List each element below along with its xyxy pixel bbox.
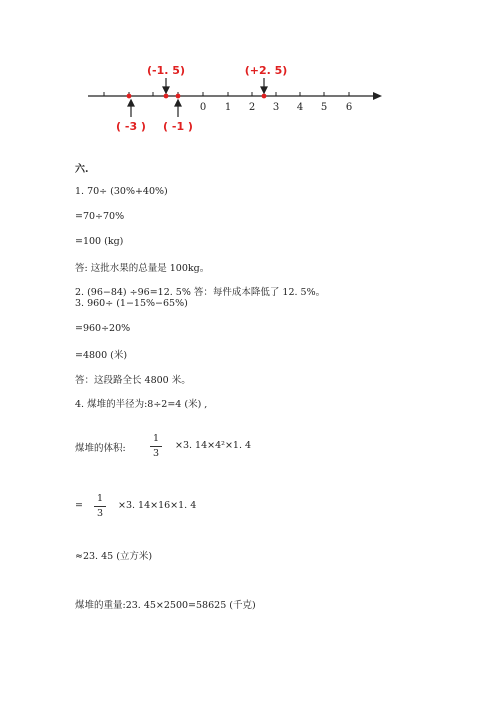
axis-arrow bbox=[373, 92, 382, 100]
section-heading: 六. bbox=[75, 164, 89, 175]
label-neg1-5: (-1. 5) bbox=[147, 64, 185, 77]
approx-result: ≈23. 45 (立方米) bbox=[75, 551, 153, 562]
fraction-one-third bbox=[150, 433, 162, 460]
q3-line2: =960÷20% bbox=[75, 323, 131, 334]
tick-label: 2 bbox=[248, 102, 256, 113]
fraction-one-third bbox=[94, 493, 106, 520]
q3-line1: 3. 960÷ (1−15%−65%) bbox=[75, 298, 188, 309]
label-pos2-5: (+2. 5) bbox=[244, 64, 288, 77]
point-neg1 bbox=[176, 94, 181, 99]
arrow-down-icon bbox=[163, 78, 267, 93]
fraction-numerator: 1 bbox=[152, 433, 160, 444]
tick-label: 4 bbox=[296, 102, 304, 113]
fraction-denominator: 3 bbox=[96, 508, 104, 519]
q3-answer: 答：这段路全长 4800 米。 bbox=[75, 375, 191, 386]
tick-label: 6 bbox=[345, 102, 353, 113]
q4-line1: 4. 煤堆的半径为:8÷2=4 (米) , bbox=[75, 399, 208, 410]
q1-line3: =100 (kg) bbox=[75, 236, 124, 247]
tick-label: 3 bbox=[272, 102, 280, 113]
q1-line2: =70÷70% bbox=[75, 211, 125, 222]
fraction-denominator: 3 bbox=[152, 448, 160, 459]
equals-sign: = bbox=[75, 500, 83, 511]
q2-line1: 2. (96−84) ÷96=12. 5% 答：每件成本降低了 12. 5%。 bbox=[75, 287, 326, 298]
weight-result: 煤堆的重量:23. 45×2500=58625 (千克) bbox=[75, 600, 256, 611]
q1-line1: 1. 70÷ (30%+40%) bbox=[75, 186, 168, 197]
point-neg3 bbox=[127, 94, 132, 99]
tick-label: 0 bbox=[199, 102, 207, 113]
label-neg3: ( -3 ) bbox=[116, 120, 146, 133]
q1-answer: 答: 这批水果的总量是 100kg。 bbox=[75, 263, 210, 274]
volume-label: 煤堆的体积: bbox=[75, 443, 126, 454]
volume-expression: ×3. 14×4²×1. 4 bbox=[175, 440, 252, 451]
tick-label: 1 bbox=[224, 102, 232, 113]
tick-label: 5 bbox=[320, 102, 328, 113]
fraction-numerator: 1 bbox=[96, 493, 104, 504]
number-line bbox=[0, 60, 500, 140]
arrow-up-icon bbox=[128, 100, 181, 117]
q3-line3: =4800 (米) bbox=[75, 350, 128, 361]
equals-expression: ×3. 14×16×1. 4 bbox=[118, 500, 197, 511]
label-neg1: ( -1 ) bbox=[163, 120, 193, 133]
